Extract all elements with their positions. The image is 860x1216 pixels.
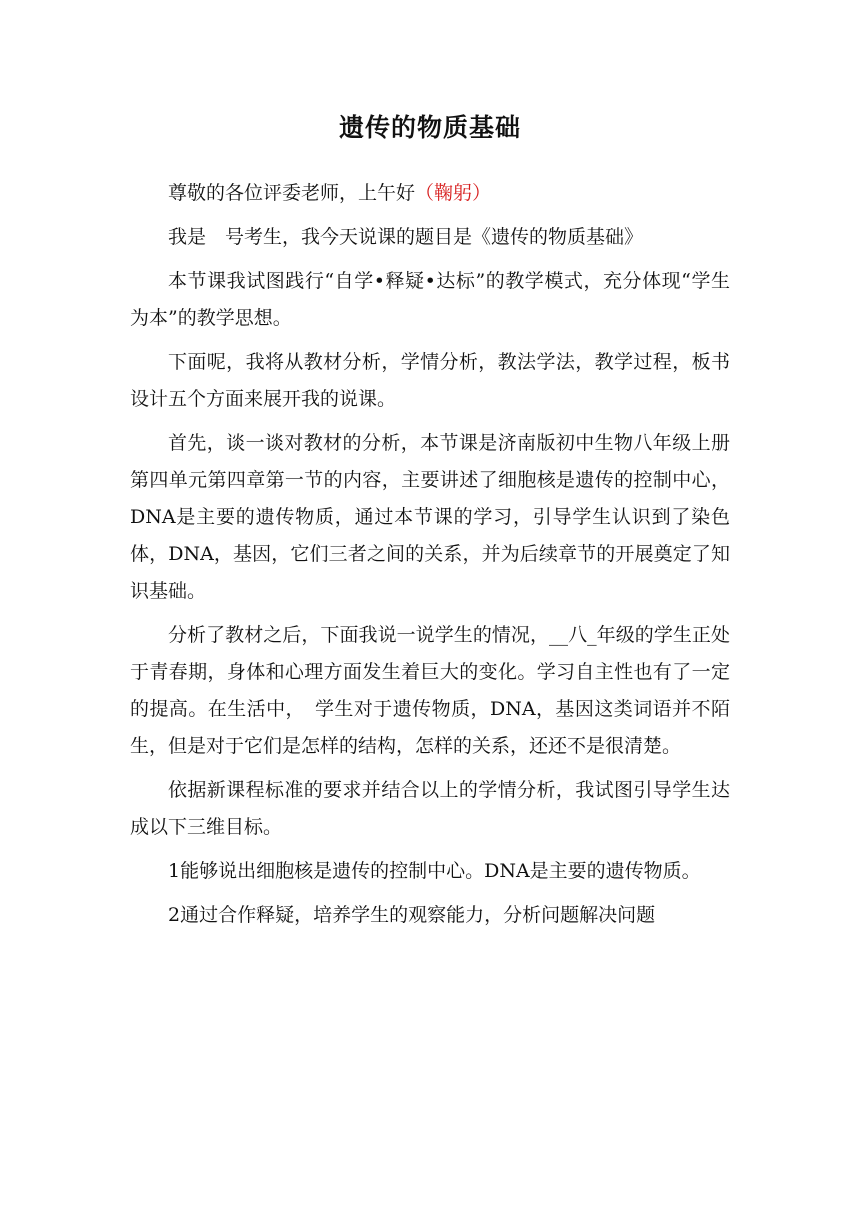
paragraph-objectives-intro: 依据新课程标准的要求并结合以上的学情分析，我试图引导学生达成以下三维目标。 — [130, 779, 730, 838]
paragraph-greeting — [130, 175, 730, 212]
document-body — [130, 175, 730, 941]
paragraph-objective-2: 2通过合作释疑，培养学生的观察能力，分析问题解决问题 — [168, 904, 656, 926]
paragraph-student-analysis: 分析了教材之后，下面我说一说学生的情况，__八_年级的学生正处于青春期，身体和心理方面发生着巨大的变化。学习自主性也有了一定的提高。在生活中， 学生对于遗传物质，DNA，基因这类词语并不陌生，但是对于它们是怎样的结构，怎样的关系，还还不是很清楚。 — [130, 624, 730, 757]
paragraph-objective-1: 1能够说出细胞核是遗传的控制中心。DNA是主要的遗传物质。 — [168, 860, 701, 882]
paragraph-teaching-model: 本节课我试图践行“自学•释疑•达标”的教学模式，充分体现“学生为本”的教学思想。 — [130, 270, 730, 329]
stage-direction-note: （鞠躬） — [415, 182, 492, 204]
paragraph-introduction: 我是 号考生，我今天说课的题目是《遗传的物质基础》 — [168, 226, 644, 248]
paragraph-textbook-analysis: 首先，谈一谈对教材的分析，本节课是济南版初中生物八年级上册第四单元第四章第一节的内容，主要讲述了细胞核是遗传的控制中心，DNA是主要的遗传物质，通过本节课的学习，引导学生认识到了染色体，DNA，基因，它们三者之间的关系，并为后续章节的开展奠定了知识基础。 — [130, 432, 730, 602]
document-title: 遗传的物质基础 — [338, 113, 521, 142]
paragraph-text: 尊敬的各位评委老师，上午好 — [168, 182, 416, 204]
paragraph-outline: 下面呢，我将从教材分析，学情分析，教法学法，教学过程，板书设计五个方面来展开我的说课。 — [130, 351, 730, 410]
